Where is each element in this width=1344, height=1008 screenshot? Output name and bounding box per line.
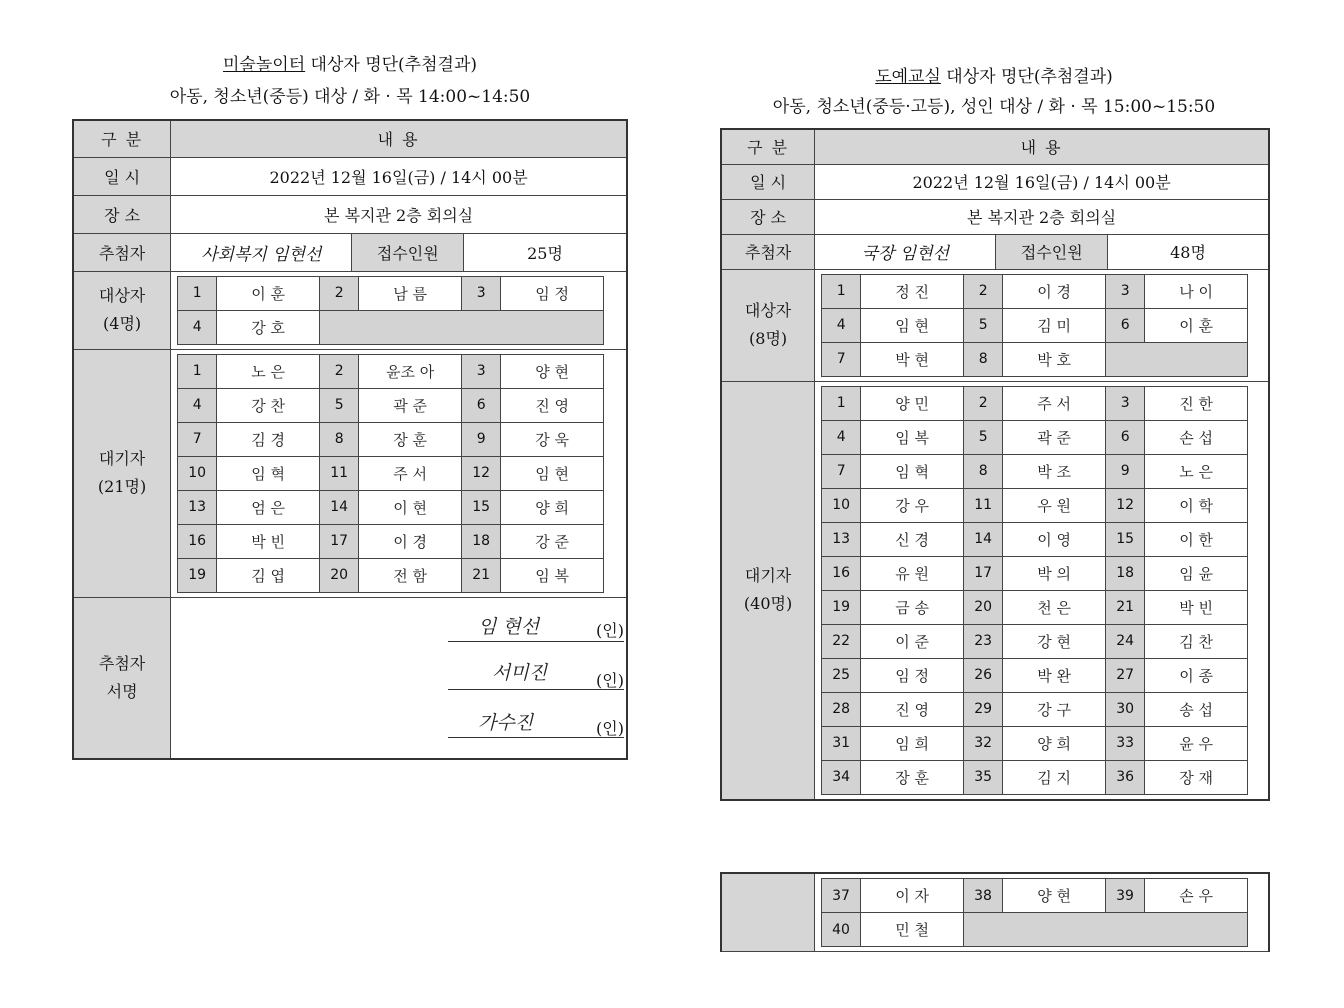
- list-item-number: 14: [320, 490, 359, 524]
- left-wait-cell: [171, 349, 627, 597]
- list-item-number: 35: [964, 760, 1003, 794]
- left-program-name: 미술놀이터: [223, 55, 306, 75]
- left-wait-label: [73, 349, 171, 597]
- right-title-rest: 대상자 명단(추첨결과): [940, 67, 1113, 87]
- list-item-name: 이 종: [1145, 658, 1248, 692]
- list-item-number: 26: [964, 658, 1003, 692]
- left-title-rest: 대상자 명단(추첨결과): [305, 55, 477, 75]
- list-item-number: 2: [964, 274, 1003, 308]
- list-item-number: 6: [462, 388, 501, 422]
- right-received-value: 48명: [1108, 234, 1269, 269]
- list-item-name: 진 영: [861, 692, 964, 726]
- list-item-name: 송 섭: [1145, 692, 1248, 726]
- list-item-name: 임 복: [861, 420, 964, 454]
- list-item-name: 양 현: [501, 354, 604, 388]
- left-sign-line-3: [448, 737, 624, 738]
- left-sign-label-1: 추첨자: [98, 653, 146, 673]
- list-item-name: 임 정: [861, 658, 964, 692]
- list-item-name: 유 원: [861, 556, 964, 590]
- list-item-number: 2: [964, 386, 1003, 420]
- left-wait-label-text: 대기자: [98, 449, 146, 468]
- right-wait-label: [721, 381, 815, 800]
- left-signature-2: 서미진: [492, 662, 548, 684]
- list-item-number: 38: [964, 879, 1003, 913]
- list-item-name: 주 서: [359, 456, 462, 490]
- list-item-name: 엄 은: [217, 490, 320, 524]
- list-item-number: 11: [320, 456, 359, 490]
- list-item-name: 김 찬: [1145, 624, 1248, 658]
- list-item-name: 나 이: [1145, 274, 1248, 308]
- list-item-number: 24: [1106, 624, 1145, 658]
- list-item-number: 22: [822, 624, 861, 658]
- list-item-name: 임 현: [501, 456, 604, 490]
- table-row: [822, 590, 1248, 624]
- list-item-number: 2: [320, 354, 359, 388]
- left-signature-3: 가수진: [478, 712, 534, 734]
- left-place-label: 장 소: [73, 195, 171, 233]
- list-item-number: 7: [178, 422, 217, 456]
- list-item-name: 임 희: [861, 726, 964, 760]
- list-item-name: 천 은: [1003, 590, 1106, 624]
- list-item-name: 노 은: [217, 354, 320, 388]
- right-header-label: 구 분: [721, 129, 815, 164]
- table-row: [822, 454, 1248, 488]
- list-item-name: 박 의: [1003, 556, 1106, 590]
- list-item-number: 5: [320, 388, 359, 422]
- left-header-label: 구 분: [73, 120, 171, 157]
- list-item-name: 김 엽: [217, 558, 320, 592]
- right-drawer-label: 추첨자: [721, 234, 815, 269]
- right-wait-continued-label: [721, 873, 815, 952]
- table-row: [822, 692, 1248, 726]
- list-item-number: 8: [320, 422, 359, 456]
- list-item-number: 27: [1106, 658, 1145, 692]
- right-date-value: 2022년 12월 16일(금) / 14시 00분: [815, 164, 1269, 199]
- right-wait-label-text: 대기자: [744, 566, 792, 585]
- right-received-label: 접수인원: [996, 234, 1108, 269]
- list-item-number: 4: [178, 388, 217, 422]
- right-place-label: 장 소: [721, 199, 815, 234]
- left-seal-1: (인): [596, 621, 624, 640]
- list-item-name: 우 원: [1003, 488, 1106, 522]
- list-item-number: 39: [1106, 879, 1145, 913]
- table-row: [178, 354, 604, 388]
- list-item-number: 40: [822, 913, 861, 947]
- list-item-number: 7: [822, 342, 861, 376]
- list-item-name: 곽 준: [1003, 420, 1106, 454]
- table-row: [822, 658, 1248, 692]
- left-sign-line-2: [448, 689, 624, 690]
- left-target-label-text: 대상자: [98, 286, 146, 305]
- left-wait-count: (21명): [97, 477, 147, 496]
- list-item-number: 18: [1106, 556, 1145, 590]
- left-drawer-label: 추첨자: [73, 233, 171, 271]
- list-item-number: 20: [320, 558, 359, 592]
- list-item-number: 31: [822, 726, 861, 760]
- left-sign-area: [171, 597, 627, 759]
- list-item-number: 34: [822, 760, 861, 794]
- list-item-number: 3: [1106, 386, 1145, 420]
- list-item-number: 7: [822, 454, 861, 488]
- left-wait-grid: [177, 354, 604, 593]
- list-item-name: 진 영: [501, 388, 604, 422]
- left-received-value: 25명: [464, 233, 627, 271]
- left-sign-line-1: [448, 641, 624, 642]
- list-item-name: 이 자: [861, 879, 964, 913]
- left-drawer-signature: 사회복지 임현선: [171, 233, 352, 271]
- list-item-number: 37: [822, 879, 861, 913]
- table-row: [822, 913, 1248, 947]
- list-item-number: 1: [178, 354, 217, 388]
- left-place-value: 본 복지관 2층 회의실: [171, 195, 627, 233]
- list-item-number: 3: [462, 354, 501, 388]
- right-target-grid: [821, 274, 1248, 377]
- list-item-number: 6: [1106, 308, 1145, 342]
- right-target-label: [721, 269, 815, 381]
- list-item-name: 곽 준: [359, 388, 462, 422]
- list-item-name: 장 훈: [861, 760, 964, 794]
- table-row: [822, 308, 1248, 342]
- list-item-name: 박 완: [1003, 658, 1106, 692]
- list-item-name: 임 혁: [217, 456, 320, 490]
- list-item-number: 25: [822, 658, 861, 692]
- list-item-name: 윤 우: [1145, 726, 1248, 760]
- list-item-name: 이 한: [1145, 522, 1248, 556]
- right-wait-count: (40명): [743, 594, 793, 613]
- list-item-name: 강 호: [217, 310, 320, 344]
- list-item-number: 4: [822, 420, 861, 454]
- list-item-name: 박 빈: [1145, 590, 1248, 624]
- table-row: [178, 524, 604, 558]
- list-item-number: 3: [462, 276, 501, 310]
- list-item-name: 손 섭: [1145, 420, 1248, 454]
- list-item-number: 36: [1106, 760, 1145, 794]
- list-item-number: 29: [964, 692, 1003, 726]
- list-item-name: 전 함: [359, 558, 462, 592]
- list-item-name: 정 진: [861, 274, 964, 308]
- right-wait-continued-table: [720, 872, 1270, 952]
- list-item-number: 4: [822, 308, 861, 342]
- list-item-number: 33: [1106, 726, 1145, 760]
- table-row: [822, 760, 1248, 794]
- right-result-table: [720, 128, 1270, 801]
- empty-cell: [320, 310, 604, 344]
- left-target-label: [73, 271, 171, 349]
- list-item-name: 박 현: [861, 342, 964, 376]
- list-item-name: 강 찬: [217, 388, 320, 422]
- right-program-name: 도예교실: [875, 67, 941, 87]
- table-row: [822, 386, 1248, 420]
- list-item-number: 21: [1106, 590, 1145, 624]
- list-item-name: 이 경: [1003, 274, 1106, 308]
- list-item-number: 9: [462, 422, 501, 456]
- left-date-value: 2022년 12월 16일(금) / 14시 00분: [171, 157, 627, 195]
- list-item-number: 10: [822, 488, 861, 522]
- right-date-label: 일 시: [721, 164, 815, 199]
- list-item-name: 주 서: [1003, 386, 1106, 420]
- list-item-number: 12: [1106, 488, 1145, 522]
- left-header-content: 내 용: [171, 120, 627, 157]
- right-place-value: 본 복지관 2층 회의실: [815, 199, 1269, 234]
- list-item-name: 이 훈: [217, 276, 320, 310]
- list-item-number: 9: [1106, 454, 1145, 488]
- list-item-number: 11: [964, 488, 1003, 522]
- list-item-number: 23: [964, 624, 1003, 658]
- list-item-number: 2: [320, 276, 359, 310]
- list-item-name: 강 준: [501, 524, 604, 558]
- right-wait-cell: [815, 381, 1269, 800]
- list-item-number: 12: [462, 456, 501, 490]
- list-item-name: 강 우: [861, 488, 964, 522]
- right-header-content: 내 용: [815, 129, 1269, 164]
- right-wait-grid: [821, 386, 1248, 795]
- list-item-number: 10: [178, 456, 217, 490]
- left-title: [70, 50, 630, 75]
- table-row: [822, 488, 1248, 522]
- list-item-name: 양 희: [1003, 726, 1106, 760]
- list-item-number: 1: [822, 386, 861, 420]
- left-signature-1: 임 현선: [478, 616, 540, 638]
- list-item-number: 3: [1106, 274, 1145, 308]
- list-item-name: 강 구: [1003, 692, 1106, 726]
- empty-cell: [964, 913, 1248, 947]
- list-item-number: 19: [822, 590, 861, 624]
- table-row: [822, 556, 1248, 590]
- left-date-label: 일 시: [73, 157, 171, 195]
- table-row: [178, 388, 604, 422]
- table-row: [178, 456, 604, 490]
- list-item-number: 8: [964, 454, 1003, 488]
- list-item-number: 1: [178, 276, 217, 310]
- list-item-number: 18: [462, 524, 501, 558]
- list-item-name: 신 경: [861, 522, 964, 556]
- list-item-name: 이 훈: [1145, 308, 1248, 342]
- list-item-name: 양 현: [1003, 879, 1106, 913]
- list-item-number: 14: [964, 522, 1003, 556]
- list-item-name: 양 민: [861, 386, 964, 420]
- list-item-name: 임 혁: [861, 454, 964, 488]
- list-item-name: 임 현: [861, 308, 964, 342]
- table-row: [822, 274, 1248, 308]
- list-item-number: 30: [1106, 692, 1145, 726]
- table-row: [822, 879, 1248, 913]
- list-item-number: 19: [178, 558, 217, 592]
- table-row: [178, 558, 604, 592]
- list-item-number: 28: [822, 692, 861, 726]
- list-item-name: 윤조 아: [359, 354, 462, 388]
- left-sign-label: [73, 597, 171, 759]
- list-item-name: 남 름: [359, 276, 462, 310]
- list-item-number: 17: [964, 556, 1003, 590]
- list-item-name: 이 경: [359, 524, 462, 558]
- list-item-number: 16: [822, 556, 861, 590]
- list-item-number: 13: [822, 522, 861, 556]
- table-row: [822, 420, 1248, 454]
- list-item-name: 김 지: [1003, 760, 1106, 794]
- list-item-name: 금 송: [861, 590, 964, 624]
- list-item-name: 손 우: [1145, 879, 1248, 913]
- list-item-name: 박 조: [1003, 454, 1106, 488]
- table-row: [822, 522, 1248, 556]
- list-item-number: 16: [178, 524, 217, 558]
- table-row: [178, 422, 604, 456]
- list-item-name: 양 희: [501, 490, 604, 524]
- list-item-name: 임 윤: [1145, 556, 1248, 590]
- list-item-name: 김 미: [1003, 308, 1106, 342]
- list-item-number: 32: [964, 726, 1003, 760]
- list-item-name: 장 재: [1145, 760, 1248, 794]
- right-target-cell: [815, 269, 1269, 381]
- table-row: [822, 726, 1248, 760]
- left-received-label: 접수인원: [352, 233, 464, 271]
- right-drawer-signature: 국장 임현선: [815, 234, 996, 269]
- right-target-count: (8명): [749, 329, 788, 348]
- list-item-name: 민 철: [861, 913, 964, 947]
- list-item-number: 17: [320, 524, 359, 558]
- left-target-count: (4명): [103, 314, 142, 333]
- left-seal-2: (인): [596, 671, 624, 690]
- list-item-number: 5: [964, 420, 1003, 454]
- list-item-number: 20: [964, 590, 1003, 624]
- list-item-name: 진 한: [1145, 386, 1248, 420]
- left-sign-label-2: 서명: [106, 681, 138, 701]
- right-wait-continued-cell: [815, 873, 1269, 952]
- list-item-number: 1: [822, 274, 861, 308]
- right-wait-continued-grid: [821, 878, 1248, 947]
- list-item-name: 이 준: [861, 624, 964, 658]
- list-item-number: 8: [964, 342, 1003, 376]
- list-item-number: 4: [178, 310, 217, 344]
- list-item-number: 6: [1106, 420, 1145, 454]
- list-item-name: 강 욱: [501, 422, 604, 456]
- list-item-name: 장 훈: [359, 422, 462, 456]
- list-item-number: 5: [964, 308, 1003, 342]
- left-target-cell: [171, 271, 627, 349]
- table-row: [822, 624, 1248, 658]
- list-item-number: 15: [462, 490, 501, 524]
- list-item-name: 박 호: [1003, 342, 1106, 376]
- left-subtitle: 아동, 청소년(중등) 대상 / 화 · 목 14:00~14:50: [169, 87, 531, 107]
- right-target-label-text: 대상자: [744, 301, 792, 320]
- list-item-name: 이 현: [359, 490, 462, 524]
- list-item-name: 이 학: [1145, 488, 1248, 522]
- table-row: [178, 490, 604, 524]
- list-item-name: 박 빈: [217, 524, 320, 558]
- empty-cell: [1106, 342, 1248, 376]
- left-seal-3: (인): [596, 719, 624, 738]
- list-item-name: 이 영: [1003, 522, 1106, 556]
- list-item-number: 21: [462, 558, 501, 592]
- list-item-name: 강 현: [1003, 624, 1106, 658]
- left-target-grid: [177, 276, 604, 345]
- list-item-name: 임 정: [501, 276, 604, 310]
- table-row: [822, 342, 1248, 376]
- list-item-name: 노 은: [1145, 454, 1248, 488]
- list-item-name: 김 경: [217, 422, 320, 456]
- right-subtitle: 아동, 청소년(중등·고등), 성인 대상 / 화 · 목 15:00~15:50: [772, 97, 1216, 117]
- list-item-number: 13: [178, 490, 217, 524]
- list-item-number: 15: [1106, 522, 1145, 556]
- list-item-name: 임 복: [501, 558, 604, 592]
- right-title: [716, 62, 1272, 87]
